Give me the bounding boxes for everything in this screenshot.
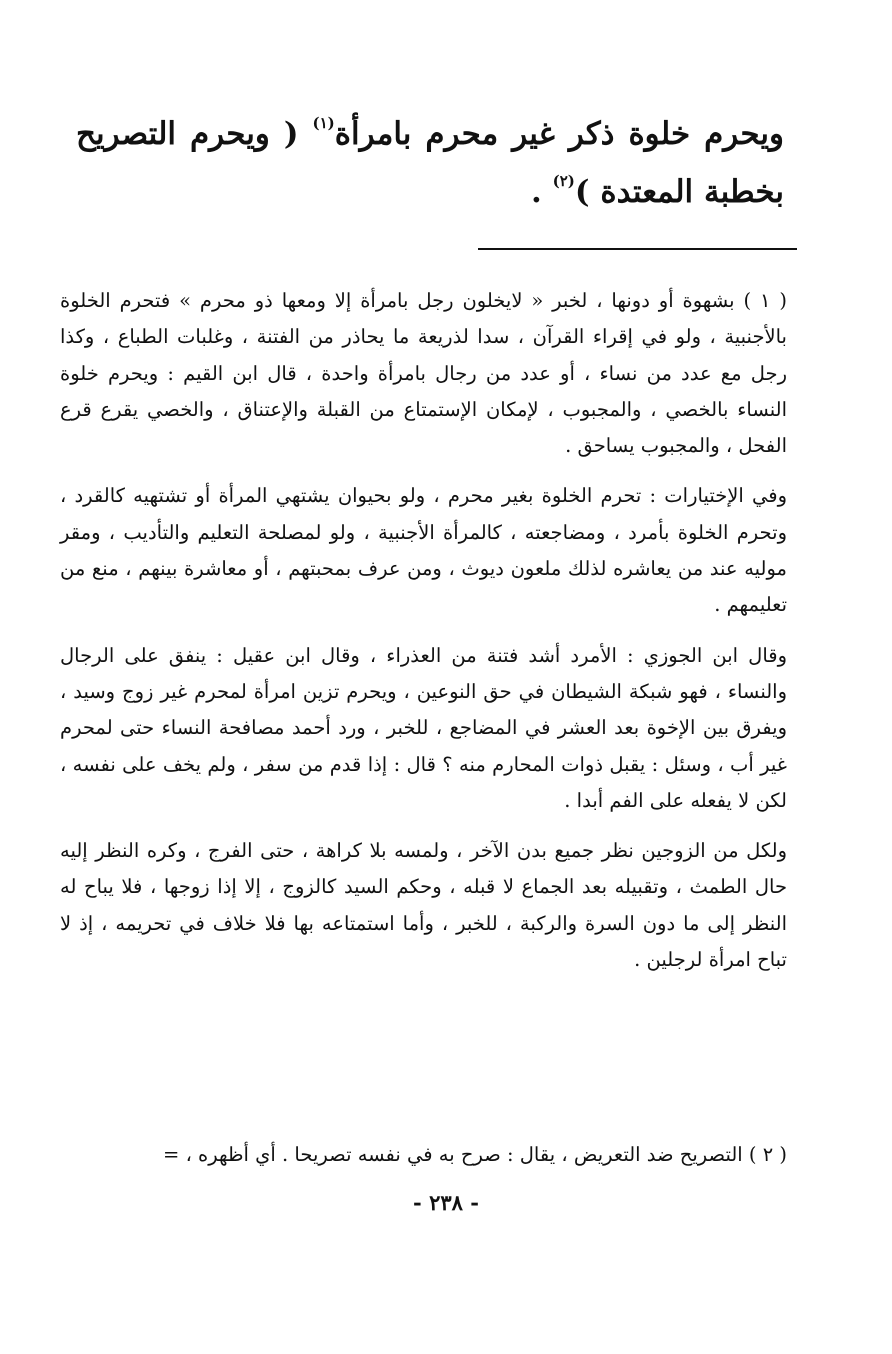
footnotes [60,283,787,978]
footnote-2: ( ٢ ) التصريح ضد التعريض ، يقال : صرح به في نفسه تصريحا . أي أظهره ، = [163,1143,787,1166]
main-text-end: . [531,174,542,210]
footnote-1-para-4: ولكل من الزوجين نظر جميع بدن الآخر ، ولمسه بلا كراهة ، حتى الفرج ، وكره النظر إليه حال الطمث ، وتقبيله بعد الجماع لا قبله ، وحكم السيد كالزوج ، إلا إذا زوجها ، فلا يباح له النظر إلى ما دون السرة والركبة ، للخبر ، وأما استمتاعه بها فلا خلاف في تحريمه ، إذ لا تباح امرأة لرجلين . [60,839,787,972]
footnote-1-para-2: وفي الإختيارات : تحرم الخلوة بغير محرم ، ولو بحيوان يشتهي المرأة أو تشتهيه كالقرد ، وتحرم الخلوة بأمرد ، ومضاجعته ، كالمرأة الأجنبية ، ولو لمصلحة التعليم والتأديب ، ومقر موليه عند من يعاشره لذلك ملعون ديوث ، ومن عرف بمحبتهم ، أو معاشرة بينهم ، منع من تعليمهم . [60,484,787,617]
footnote-1-para-1: ( ١ ) بشهوة أو دونها ، لخبر « لايخلون رجل بامرأة إلا ومعها ذو محرم » فتحرم الخلوة بالأجنبية ، ولو في إقراء القرآن ، سدا لذريعة ما يحاذر من الفتنة ، وغلبات الطباع ، وكذا رجل مع عدد من نساء ، أو عدد من رجال بامرأة واحدة ، قال ابن القيم : ويحرم خلوة النساء بالخصي ، والمجبوب ، لإمكان الإستمتاع من القبلة والإعتناق ، والخصي يقرع قرع الفحل ، والمجبوب يساحق . [60,289,788,458]
main-text [76,105,784,221]
footnote-separator [478,248,797,250]
main-text-line1: ويحرم خلوة ذكر غير محرم بامرأة [334,116,784,152]
main-text-line2: ( ويحرم التصريح بخطبة المعتدة ) [76,116,784,210]
footnote-ref-2: (٢) [552,172,575,190]
footnote-1-para-3: وقال ابن الجوزي : الأمرد أشد فتنة من العذراء ، وقال ابن عقيل : ينفق على الرجال والنساء ، فهو شبكة الشيطان في حق النوعين ، ويحرم تزين امرأة لمحرم غير زوج وسيد ، ويفرق بين الإخوة بعد العشر في المضاجع ، للخبر ، ورد أحمد مصافحة النساء حتى لمحرم غير أب ، وسئل : يقبل ذوات المحارم منه ؟ قال : إذا قدم من سفر ، ولم يخف على نفسه ، لكن لا يفعله على الفم أبدا . [60,643,787,812]
page-number: - ٢٣٨ - [413,1190,479,1215]
footnote-ref-1: (١) [312,114,335,132]
